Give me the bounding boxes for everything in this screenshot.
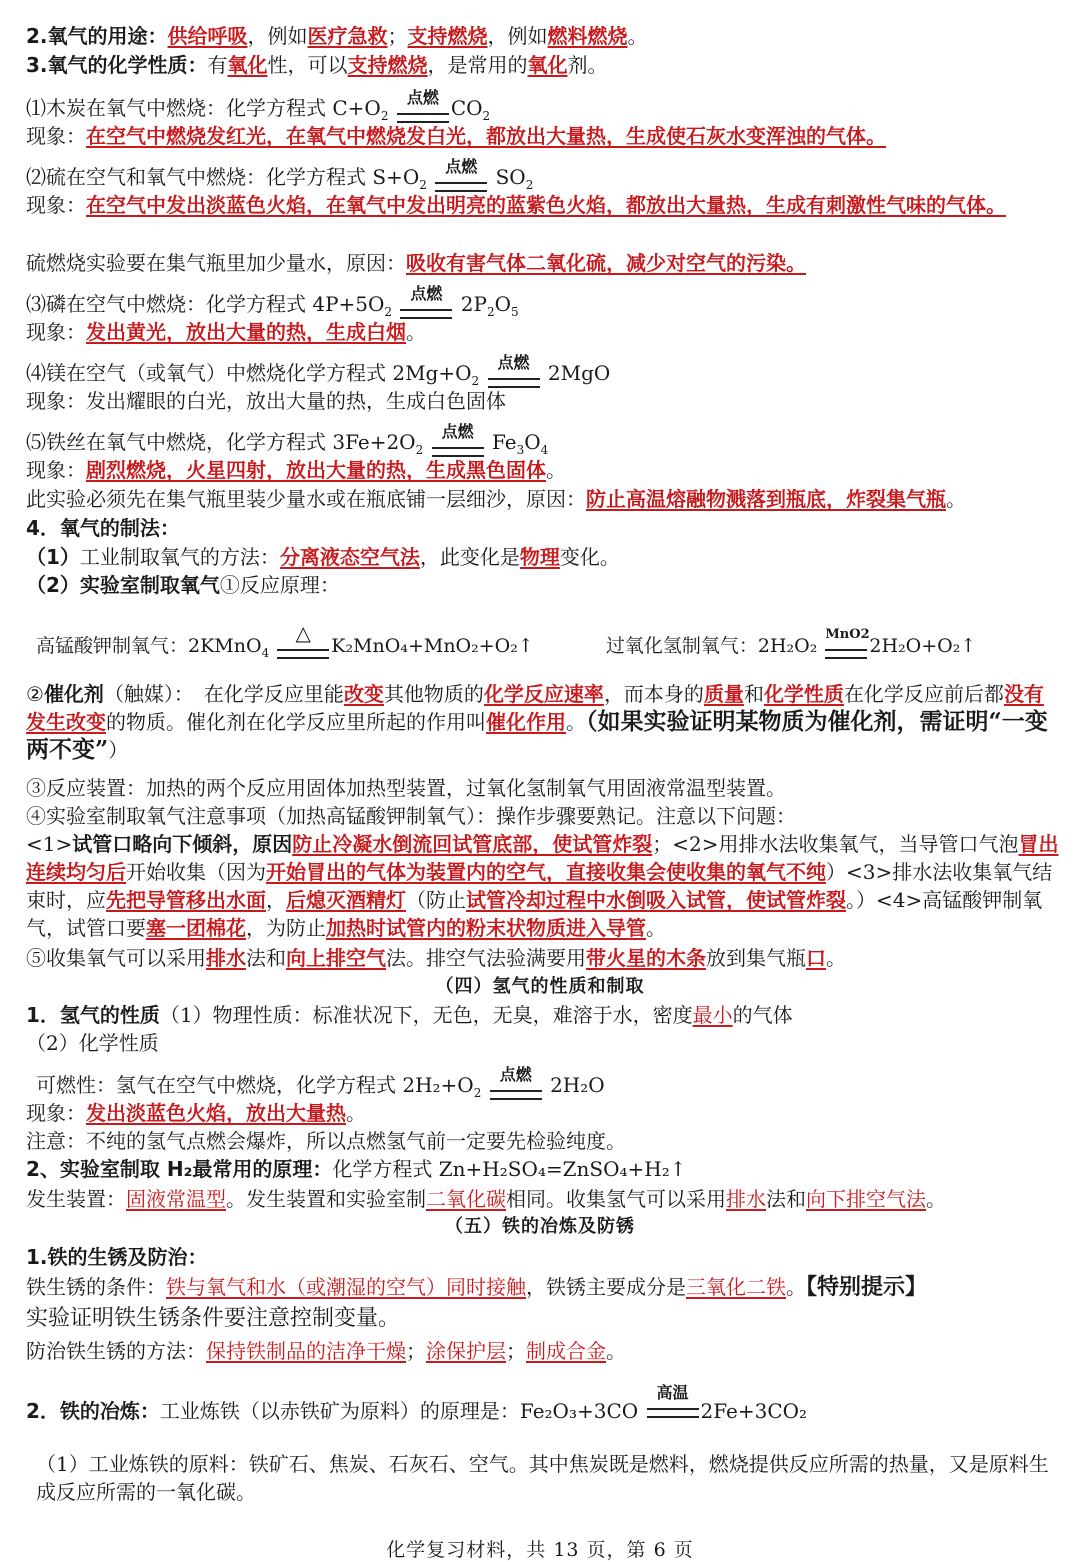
- magnesium-equation: ⑷镁在空气（或氧气）中燃烧化学方程式 $2Mg+O_2$ 点燃 2MgO: [26, 359, 1060, 395]
- reaction-condition: 高温: [647, 1397, 699, 1425]
- hydrogen-burn-equation: 可燃性：氢气在空气中燃烧，化学方程式 $2H_2+O_2$ 点燃 2H₂O: [36, 1071, 1060, 1107]
- reaction-condition: 点燃: [432, 436, 484, 464]
- sulfur-phenomenon: 现象：在空气中发出淡蓝色火焰，在氧气中发出明亮的蓝紫色火焰，都放出大量热，生成有刺激性气味的气体。: [26, 193, 1006, 217]
- iron-burn-equation: ⑸铁丝在氧气中燃烧，化学方程式 $3Fe+2O_2$ 点燃 $Fe_3O_4$: [26, 428, 1060, 464]
- magnesium-phenomenon: 现象：发出耀眼的白光，放出大量的热，生成白色固体: [26, 389, 506, 413]
- reaction-condition: 点燃: [488, 367, 540, 395]
- sulfur-note: 硫燃烧实验要在集气瓶里加少量水，原因：吸收有害气体二氧化硫，减少对空气的污染。: [26, 251, 806, 275]
- prep-lab: （2）实验室制取氧气①反应原理：: [26, 573, 340, 597]
- carbon-equation: ⑴木炭在氧气中燃烧：化学方程式 $C+O_2$ 点燃 $CO_2$: [26, 94, 1060, 130]
- reaction-condition: 点燃: [435, 171, 487, 199]
- section-hydrogen-title: （四）氢气的性质和制取: [435, 976, 645, 997]
- collect-line: ⑤收集氧气可以采用排水法和向上排空气法。排空气法验满要用带火星的木条放到集气瓶口。: [26, 946, 846, 970]
- oxygen-chem-line: 3.氧气的化学性质：有氧化性，可以支持燃烧，是常用的氧化剂。: [26, 53, 608, 77]
- phosphorus-phenomenon: 现象：发出黄光，放出大量的热，生成白烟。: [26, 320, 426, 344]
- notice-paragraph: <1>试管口略向下倾斜，原因防止冷凝水倒流回试管底部，使试管炸裂；<2>用排水法收集氧气，当导管口气泡冒出连续均匀后开始收集（因为开始冒出的气体为装置内的空气，直接收集会使收集的氧气不纯）<3>排水法收集氧气结束时，应先把导管移出水面，后熄灭酒精灯（防止试管冷却过程中水倒吸入试管，使试管炸裂。）<4>高锰酸钾制氧气，试管口要塞一团棉花，为防止加热时试管内的粉末状物质进入导管。: [26, 832, 1059, 940]
- notice-heading: ④实验室制取氧气注意事项（加热高锰酸钾制氧气）：操作步骤要熟记。注意以下问题：: [26, 804, 796, 828]
- hydrogen-physical: 1．氢气的性质（1）物理性质：标准状况下，无色，无臭，难溶于水，密度最小的气体: [26, 1003, 793, 1027]
- catalyst-paragraph: ②催化剂（触媒）： 在化学反应里能改变其他物质的化学反应速率，而本身的质量和化学性质在化学反应前后都没有发生改变的物质。催化剂在化学反应里所起的作用叫催化作用。（如果实验证明某物质为催化剂，需证明“一变两不变”）: [26, 682, 1048, 763]
- section-iron-title: （五）铁的冶炼及防锈: [445, 1216, 635, 1237]
- reaction-condition: △: [277, 639, 329, 667]
- prep-equations: 高锰酸钾制氧气：2KMnO$_4$ △ K₂MnO₄+MnO₂+O₂↑ 过氧化氢制氧气：2H₂O₂ MnO2 2H₂O+O₂↑: [36, 632, 1060, 667]
- hydrogen-burn-phenomenon: 现象：发出淡蓝色火焰，放出大量热。: [26, 1101, 366, 1125]
- reaction-condition: 点燃: [400, 298, 452, 326]
- prep-industrial: （1）工业制取氧气的方法：分离液态空气法，此变化是物理变化。: [26, 545, 620, 569]
- reaction-condition: 点燃: [397, 102, 449, 130]
- reaction-condition: MnO2: [825, 639, 867, 667]
- rust-prevention: 防治铁生锈的方法：保持铁制品的洁净干燥；涂保护层；制成合金。: [26, 1339, 626, 1363]
- reaction-condition: 点燃: [490, 1079, 542, 1107]
- carbon-phenomenon: 现象：在空气中燃烧发红光，在氧气中燃烧发白光，都放出大量热，生成使石灰水变浑浊的气体。: [26, 124, 886, 148]
- smelt-equation: 2．铁的冶炼：工业炼铁（以赤铁矿为原料）的原理是：Fe₂O₃+3CO 高温 2Fe+3CO₂: [26, 1383, 808, 1423]
- phosphorus-equation: ⑶磷在空气中燃烧：化学方程式 $4P+5O_2$ 点燃 $2P_2O_5$: [26, 290, 1060, 326]
- page-footer: 化学复习材料，共 13 页，第 6 页: [386, 1539, 694, 1561]
- apparatus-line: ③反应装置：加热的两个反应用固体加热型装置，过氧化氢制氧气用固液常温型装置。: [26, 776, 786, 800]
- iron-burn-phenomenon: 现象：剧烈燃烧，火星四射，放出大量的热，生成黑色固体。: [26, 458, 566, 482]
- rust-heading: 1.铁的生锈及防治：: [26, 1245, 208, 1269]
- iron-burn-note: 此实验必须先在集气瓶里装少量水或在瓶底铺一层细沙，原因：防止高温熔融物溅落到瓶底，炸裂集气瓶。: [26, 487, 966, 511]
- hydrogen-apparatus: 发生装置：固液常温型。发生装置和实验室制二氧化碳相同。收集氢气可以采用排水法和向下排空气法。: [26, 1187, 946, 1211]
- hydrogen-chemical-label: （2）化学性质: [26, 1031, 159, 1055]
- rust-tip: 实验证明铁生锈条件要注意控制变量。: [26, 1306, 401, 1331]
- rust-condition: 铁生锈的条件：铁与氧气和水（或潮湿的空气）同时接触，铁锈主要成分是三氧化二铁。【特别提示】: [26, 1274, 928, 1300]
- hydrogen-note: 注意：不纯的氢气点燃会爆炸，所以点燃氢气前一定要先检验纯度。: [26, 1129, 626, 1153]
- hydrogen-lab-principle: 2、实验室制取 H₂最常用的原理：化学方程式 Zn+H₂SO₄=ZnSO₄+H₂↑: [26, 1157, 687, 1181]
- smelt-raw-materials: （1）工业炼铁的原料：铁矿石、焦炭、石灰石、空气。其中焦炭既是燃料，燃烧提供反应所需的热量，又是原料生成反应所需的一氧化碳。: [36, 1452, 1049, 1504]
- sulfur-equation: ⑵硫在空气和氧气中燃烧：化学方程式 $S+O_2$ 点燃 $SO_2$: [26, 163, 1060, 199]
- prep-heading: 4．氧气的制法：: [26, 516, 180, 540]
- oxygen-use-line: 2.氧气的用途：供给呼吸，例如医疗急救；支持燃烧，例如燃料燃烧。: [26, 24, 648, 48]
